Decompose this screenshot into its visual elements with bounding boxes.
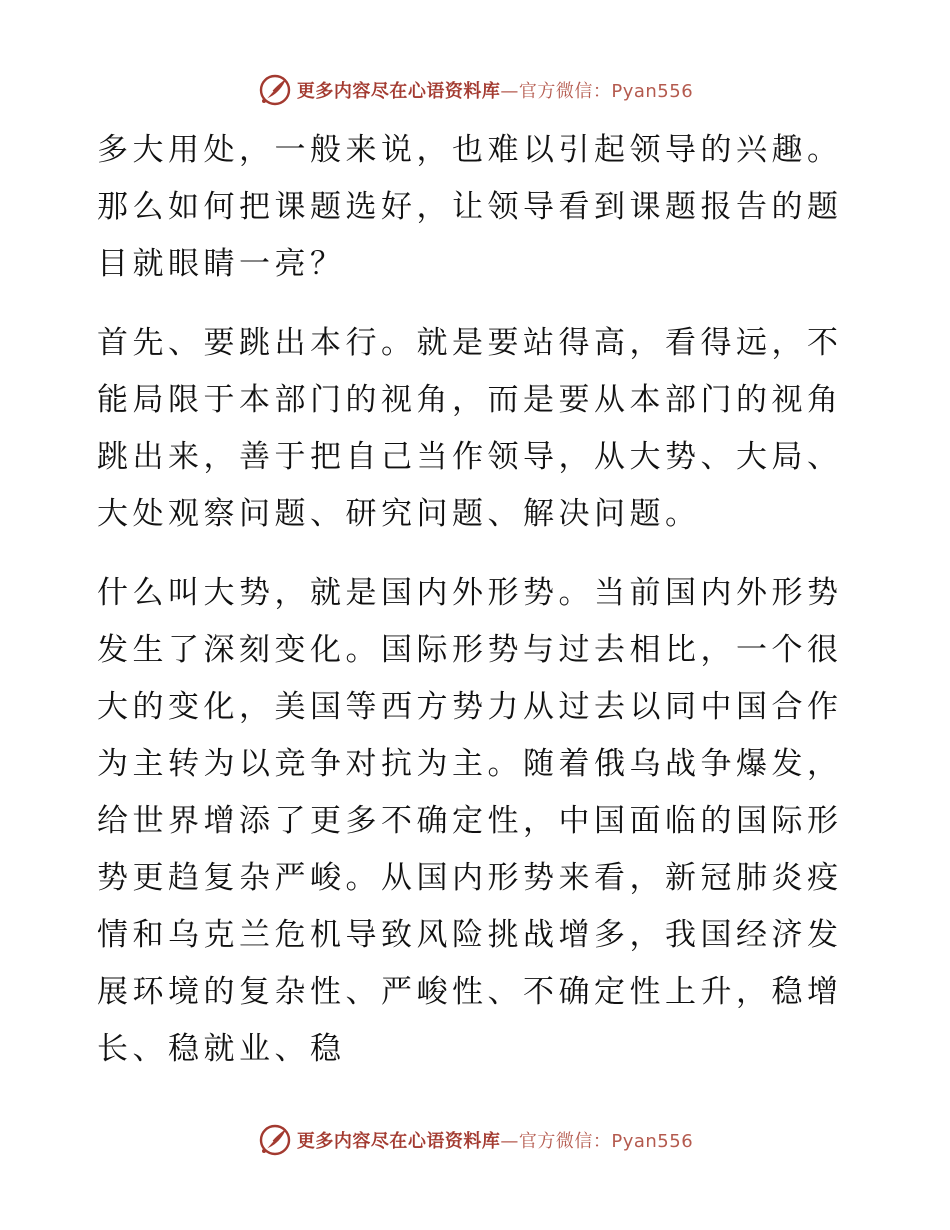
watermark-wechat-id: Pyan556 [611,1131,694,1152]
watermark-separator: — [500,1131,519,1152]
header-watermark [0,70,950,110]
feather-pen-logo-icon [257,1122,293,1158]
watermark-wechat-id: Pyan556 [611,81,694,102]
watermark-wechat-label: 官方微信： [518,81,612,102]
watermark-brand: 更多内容尽在心语资料库 [296,81,501,102]
paragraph: 多大用处，一般来说，也难以引起领导的兴趣。那么如何把课题选好，让领导看到课题报告的题目就眼睛一亮？ [97,132,843,282]
paragraph: 首先、要跳出本行。就是要站得高，看得远，不能局限于本部门的视角，而是要从本部门的视角跳出来，善于把自己当作领导，从大势、大局、大处观察问题、研究问题、解决问题。 [97,325,843,532]
watermark-brand: 更多内容尽在心语资料库 [296,1131,501,1152]
watermark-wechat-label: 官方微信： [518,1131,612,1152]
paragraph: 什么叫大势，就是国内外形势。当前国内外形势发生了深刻变化。国际形势与过去相比，一个很大的变化，美国等西方势力从过去以同中国合作为主转为以竞争对抗为主。随着俄乌战争爆发，给世界增添了更多不确定性，中国面临的国际形势更趋复杂严峻。从国内形势来看，新冠肺炎疫情和乌克兰危机导致风险挑战增多，我国经济发展环境的复杂性、严峻性、不确定性上升，稳增长、稳就业、稳 [97,575,843,1067]
feather-pen-logo-icon [257,72,293,108]
footer-watermark [0,1120,950,1160]
watermark-separator: — [500,81,519,102]
document-body [97,122,849,1100]
